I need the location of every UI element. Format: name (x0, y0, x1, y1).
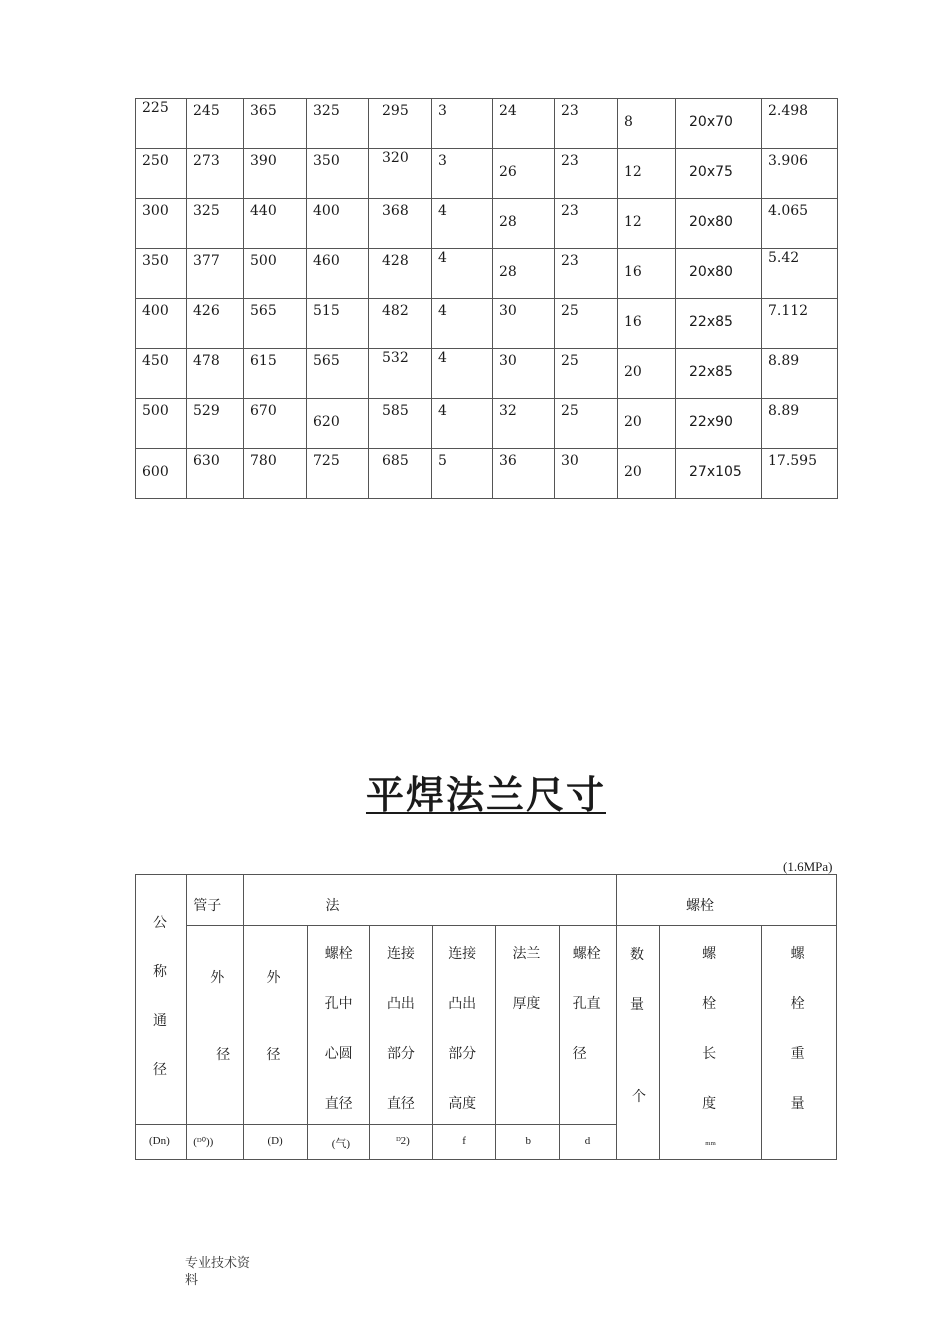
header-label-part: 螺 (702, 946, 717, 962)
cell-value: 7.112 (768, 303, 809, 319)
cell-value: 27x105 (689, 464, 742, 480)
cell-flange-thickness (493, 149, 555, 199)
unit-bolt-circle: (气) (307, 1125, 369, 1160)
cell-value: 482 (382, 303, 409, 319)
header-label-part: 径 (572, 1046, 587, 1062)
cell-value: 615 (250, 353, 277, 369)
cell-value: 325 (193, 203, 220, 219)
cell-flange-od (244, 449, 307, 499)
header-label-part: 量 (790, 1096, 805, 1112)
cell-value: 565 (250, 303, 277, 319)
cell-weight (762, 399, 838, 449)
unit-raised-face-height: f (433, 1125, 496, 1160)
cell-value: 585 (382, 403, 409, 419)
cell-flange-thickness (493, 199, 555, 249)
cell-value: 426 (193, 303, 220, 319)
cell-pipe-od (187, 249, 244, 299)
cell-value: 500 (142, 403, 169, 419)
cell-value: 630 (193, 453, 220, 469)
cell-nominal-dia (136, 449, 187, 499)
cell-value: 25 (561, 303, 579, 319)
header-label-part: 栓 (702, 996, 717, 1012)
cell-value: 532 (382, 350, 409, 366)
cell-value: 390 (250, 153, 277, 169)
cell-flange-od (244, 299, 307, 349)
table-row (136, 99, 838, 149)
cell-raised-face-height (432, 399, 493, 449)
cell-nominal-dia (136, 399, 187, 449)
cell-value: 478 (193, 353, 220, 369)
cell-flange-thickness (493, 299, 555, 349)
header-label-part: 称 (153, 964, 167, 980)
cell-value: 300 (142, 203, 169, 219)
cell-flange-od (244, 149, 307, 199)
cell-flange-od (244, 349, 307, 399)
cell-value: 22x90 (689, 414, 733, 430)
header-label-part: 高度 (448, 1096, 477, 1112)
header-label-part: 螺栓 (324, 946, 353, 962)
cell-value: 440 (250, 203, 277, 219)
cell-bolt-hole (555, 299, 618, 349)
cell-value: 350 (142, 253, 169, 269)
cell-flange-thickness (493, 449, 555, 499)
cell-value: 295 (382, 103, 409, 119)
raised-face-height-header (433, 926, 496, 1125)
table-row (136, 399, 838, 449)
cell-bolt-hole (555, 399, 618, 449)
cell-pipe-od (187, 449, 244, 499)
cell-flange-od (244, 99, 307, 149)
cell-bolt-size (676, 199, 762, 249)
header-label-part: 直径 (386, 1096, 415, 1112)
cell-value: 4 (438, 250, 447, 266)
cell-value: 725 (313, 453, 340, 469)
cell-value: 245 (193, 103, 220, 119)
cell-bolt-size (676, 299, 762, 349)
header-label-part: 部分 (386, 1046, 415, 1062)
cell-value: 24 (499, 103, 517, 119)
cell-bolt-hole (555, 249, 618, 299)
cell-value: 20x75 (689, 164, 733, 180)
table-row (136, 249, 838, 299)
cell-raised-face-dia (369, 349, 432, 399)
cell-bolt-count (618, 99, 676, 149)
cell-flange-od (244, 199, 307, 249)
cell-raised-face-dia (369, 99, 432, 149)
cell-value: 325 (313, 103, 340, 119)
cell-bolt-hole (555, 349, 618, 399)
table-row (136, 149, 838, 199)
cell-bolt-count (618, 149, 676, 199)
cell-value: 12 (624, 164, 642, 180)
cell-value: 685 (382, 453, 409, 469)
cell-pipe-od (187, 199, 244, 249)
table-row (136, 449, 838, 499)
raised-face-diameter-header (369, 926, 432, 1125)
cell-value: 12 (624, 214, 642, 230)
cell-value: 620 (313, 414, 340, 430)
flange-thickness-header (496, 926, 559, 1125)
cell-value: 30 (499, 353, 517, 369)
cell-value: 25 (561, 403, 579, 419)
header-label-part: 度 (702, 1096, 717, 1112)
header-label-part: 螺 (790, 946, 805, 962)
header-label-part: 凸出 (386, 996, 415, 1012)
header-label-part: 公 (153, 915, 167, 931)
cell-weight (762, 299, 838, 349)
cell-weight (762, 99, 838, 149)
cell-value: 250 (142, 153, 169, 169)
cell-value: 320 (382, 150, 409, 166)
cell-bolt-hole (555, 99, 618, 149)
header-label-part: 重 (790, 1046, 805, 1062)
cell-weight (762, 349, 838, 399)
cell-bolt-circle (307, 249, 369, 299)
cell-value: 23 (561, 253, 579, 269)
cell-raised-face-height (432, 199, 493, 249)
section-title: 平焊法兰尺寸 (365, 773, 606, 817)
cell-raised-face-dia (369, 149, 432, 199)
cell-value: 20 (624, 364, 642, 380)
cell-value: 565 (313, 353, 340, 369)
cell-value: 460 (313, 253, 340, 269)
flange-od-header: 外 径 (244, 926, 307, 1125)
header-label-part: 法兰 (512, 946, 541, 962)
table-row (136, 199, 838, 249)
cell-bolt-size (676, 149, 762, 199)
cell-raised-face-height (432, 99, 493, 149)
cell-value: 5 (438, 453, 447, 469)
header-label-part: 通 (153, 1013, 167, 1029)
cell-bolt-circle (307, 199, 369, 249)
bolt-count-header: 数 量 个 (616, 926, 659, 1160)
header-label-part: 凸出 (448, 996, 477, 1012)
cell-value: 17.595 (768, 453, 817, 469)
footer-text: 专业技术资料 (185, 1256, 251, 1288)
cell-bolt-hole (555, 449, 618, 499)
cell-value: 20 (624, 414, 642, 430)
cell-nominal-dia (136, 299, 187, 349)
cell-value: 4 (438, 403, 447, 419)
bolt-weight-header (761, 926, 836, 1160)
cell-value: 36 (499, 453, 517, 469)
cell-pipe-od (187, 299, 244, 349)
cell-value: 2.498 (768, 103, 809, 119)
header-label-part: 连接 (386, 946, 415, 962)
cell-bolt-size (676, 399, 762, 449)
cell-pipe-od (187, 149, 244, 199)
cell-value: 4 (438, 303, 447, 319)
cell-value: 23 (561, 153, 579, 169)
unit-bolt-hole: d (559, 1125, 616, 1160)
cell-value: 273 (193, 153, 220, 169)
header-label-part: 连接 (448, 946, 477, 962)
cell-raised-face-height (432, 349, 493, 399)
cell-nominal-dia (136, 149, 187, 199)
cell-bolt-count (618, 199, 676, 249)
cell-value: 780 (250, 453, 277, 469)
cell-value: 377 (193, 253, 220, 269)
cell-value: 23 (561, 203, 579, 219)
cell-value: 5.42 (768, 250, 800, 266)
cell-value: 23 (561, 103, 579, 119)
cell-flange-thickness (493, 249, 555, 299)
cell-value: 25 (561, 353, 579, 369)
unit-flange-od: (D) (244, 1125, 307, 1160)
cell-weight (762, 149, 838, 199)
cell-flange-thickness (493, 399, 555, 449)
nominal-diameter-header (136, 875, 187, 1125)
header-label-part: 直径 (324, 1096, 353, 1112)
header-label-part: 径 (153, 1062, 167, 1078)
cell-value: 20x70 (689, 114, 733, 130)
table-row (136, 299, 838, 349)
cell-weight (762, 249, 838, 299)
flange-header-table (135, 874, 837, 1160)
cell-value: 3 (438, 153, 447, 169)
cell-nominal-dia (136, 99, 187, 149)
header-label-part: 长 (702, 1046, 717, 1062)
cell-bolt-circle (307, 149, 369, 199)
cell-value: 20 (624, 464, 642, 480)
header-label-part: 厚度 (512, 996, 541, 1012)
header-label-part: 心圆 (324, 1046, 353, 1062)
cell-bolt-circle (307, 299, 369, 349)
pipe-group-header: 管子 (187, 875, 244, 926)
header-label-part: 栓 (790, 996, 805, 1012)
cell-raised-face-height (432, 299, 493, 349)
cell-value: 22x85 (689, 314, 733, 330)
bolt-hole-diameter-header (559, 926, 616, 1125)
cell-bolt-circle (307, 99, 369, 149)
pressure-label: (1.6MPa) (783, 859, 833, 874)
cell-nominal-dia (136, 199, 187, 249)
cell-value: 8 (624, 114, 633, 130)
cell-value: 529 (193, 403, 220, 419)
cell-value: 30 (561, 453, 579, 469)
cell-raised-face-dia (369, 299, 432, 349)
cell-raised-face-height (432, 149, 493, 199)
cell-bolt-count (618, 349, 676, 399)
cell-raised-face-dia (369, 249, 432, 299)
unit-flange-thickness: b (496, 1125, 559, 1160)
cell-value: 20x80 (689, 214, 733, 230)
unit-raised-face-dia: ᴰ2) (369, 1125, 432, 1160)
header-label-part: 孔直 (572, 996, 601, 1012)
cell-pipe-od (187, 349, 244, 399)
cell-weight (762, 449, 838, 499)
cell-bolt-count (618, 249, 676, 299)
cell-flange-od (244, 399, 307, 449)
cell-value: 500 (250, 253, 277, 269)
cell-value: 428 (382, 253, 409, 269)
flange-dimension-table (135, 98, 838, 499)
cell-flange-thickness (493, 99, 555, 149)
cell-raised-face-height (432, 249, 493, 299)
cell-value: 400 (142, 303, 169, 319)
header-label-part: 孔中 (324, 996, 353, 1012)
cell-value: 26 (499, 164, 517, 180)
cell-raised-face-dia (369, 449, 432, 499)
cell-value: 3.906 (768, 153, 809, 169)
cell-flange-thickness (493, 349, 555, 399)
cell-value: 600 (142, 464, 169, 480)
cell-value: 365 (250, 103, 277, 119)
unit-dn: (Dn) (136, 1125, 187, 1160)
cell-nominal-dia (136, 249, 187, 299)
cell-value: 670 (250, 403, 277, 419)
cell-value: 515 (313, 303, 340, 319)
cell-raised-face-dia (369, 199, 432, 249)
cell-bolt-size (676, 449, 762, 499)
cell-value: 22x85 (689, 364, 733, 380)
cell-value: 16 (624, 314, 642, 330)
cell-value: 28 (499, 264, 517, 280)
cell-value: 368 (382, 203, 409, 219)
cell-raised-face-height (432, 449, 493, 499)
flange-group-header: 法 (244, 875, 617, 926)
cell-bolt-count (618, 449, 676, 499)
cell-value: 3 (438, 103, 447, 119)
bolt-group-header: 螺栓 (616, 875, 836, 926)
cell-value: 225 (142, 100, 169, 116)
cell-bolt-circle (307, 349, 369, 399)
bolt-length-header: 螺 栓 长 度 ᵐᵐ (660, 926, 761, 1160)
cell-bolt-size (676, 349, 762, 399)
header-label-part: 部分 (448, 1046, 477, 1062)
unit-pipe-od: (ᴰ⁰)) (187, 1125, 244, 1160)
cell-bolt-hole (555, 149, 618, 199)
cell-raised-face-dia (369, 399, 432, 449)
cell-bolt-count (618, 399, 676, 449)
cell-value: 32 (499, 403, 517, 419)
cell-value: 28 (499, 214, 517, 230)
cell-pipe-od (187, 399, 244, 449)
cell-bolt-size (676, 99, 762, 149)
cell-weight (762, 199, 838, 249)
pipe-od-header: 外 径 (187, 926, 244, 1125)
cell-value: 8.89 (768, 353, 800, 369)
cell-flange-od (244, 249, 307, 299)
cell-bolt-hole (555, 199, 618, 249)
cell-value: 30 (499, 303, 517, 319)
cell-value: 8.89 (768, 403, 800, 419)
cell-pipe-od (187, 99, 244, 149)
cell-value: 450 (142, 353, 169, 369)
cell-bolt-count (618, 299, 676, 349)
cell-nominal-dia (136, 349, 187, 399)
cell-value: 4 (438, 350, 447, 366)
table-row (136, 349, 838, 399)
bolt-circle-header (307, 926, 369, 1125)
cell-bolt-circle (307, 449, 369, 499)
cell-value: 16 (624, 264, 642, 280)
cell-bolt-size (676, 249, 762, 299)
cell-value: 350 (313, 153, 340, 169)
cell-value: 4.065 (768, 203, 809, 219)
cell-bolt-circle (307, 399, 369, 449)
cell-value: 20x80 (689, 264, 733, 280)
cell-value: 4 (438, 203, 447, 219)
header-label-part: 螺栓 (572, 946, 601, 962)
cell-value: 400 (313, 203, 340, 219)
